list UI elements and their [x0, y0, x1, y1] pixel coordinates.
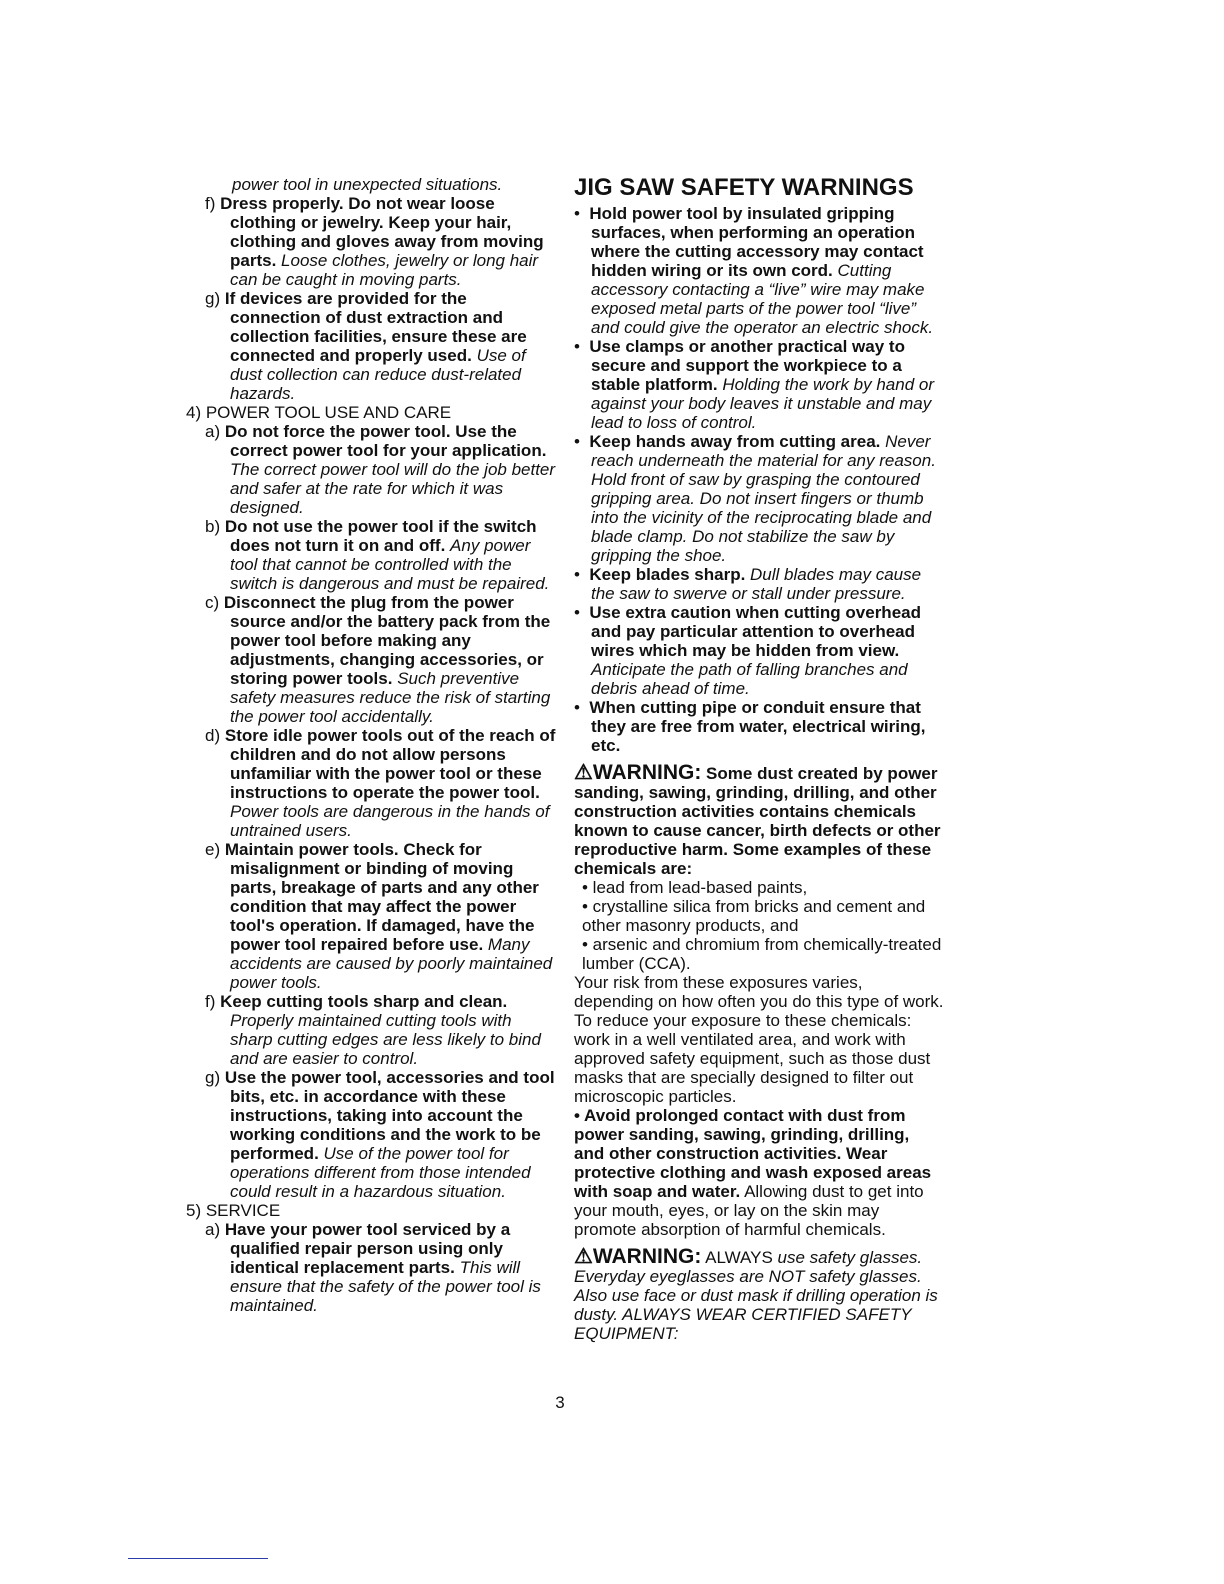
- list-item: • When cutting pipe or conduit ensure that they are free from water, electrical wiring, etc.: [574, 698, 926, 755]
- list-item: g) Use the power tool, accessories and tool bits, etc. in accordance with these instructions, taking into account the working conditions and the work to be performed. Use of the power tool for operations different from those intended could result in a hazardous situation.: [205, 1068, 555, 1201]
- list-item: e) Maintain power tools. Check for misalignment or binding of moving parts, breakage of parts and any other condition that may affect the power tool's operation. If damaged, have the power tool repaired before use. Many accidents are caused by poorly maintained power tools.: [205, 840, 553, 992]
- list-item: • Use extra caution when cutting overhead and pay particular attention to overhead wires which may be hidden from view. Anticipate the path of falling branches and debris ahead of time.: [574, 603, 921, 698]
- list-item: a) Have your power tool serviced by a qualified repair person using only identical replacement parts. This will ensure that the safety of the power tool is maintained.: [205, 1220, 541, 1315]
- list-item: b) Do not use the power tool if the switch does not turn it on and off. Any power tool that cannot be controlled with the switch is dangerous and must be repaired.: [205, 517, 550, 593]
- section-heading: 5) SERVICE: [186, 1201, 281, 1220]
- avoid-paragraph: • Avoid prolonged contact with dust from power sanding, sawing, grinding, drilling, and other construction activities. Wear protective clothing and wash exposed areas with soap and water. Allowing dust to get into your mouth, eyes, or lay on the skin may promote absorption of harmful chemicals.: [574, 1106, 932, 1239]
- warning-block: ⚠WARNING: ALWAYS use safety glasses. Everyday eyeglasses are NOT safety glasses. Also use face or dust mask if drilling operation is dusty. ALWAYS WEAR CERTIFIED SAFETY EQUIPMENT:: [574, 1245, 938, 1343]
- footer-rule: [128, 1558, 268, 1559]
- right-column: [574, 175, 944, 1343]
- warning-label: ⚠WARNING:: [574, 1245, 702, 1268]
- list-item: • crystalline silica from bricks and cement and other masonry products, and: [582, 897, 926, 935]
- list-item: g) If devices are provided for the connection of dust extraction and collection facilities, ensure these are connected and properly used. Use of dust collection can reduce dust-related hazards.: [205, 289, 527, 403]
- page-number: 3: [555, 1393, 565, 1412]
- section-heading: 4) POWER TOOL USE AND CARE: [186, 403, 452, 422]
- list-item: a) Do not force the power tool. Use the correct power tool for your application. The correct power tool will do the job better and safer at the rate for which it was designed.: [205, 422, 556, 517]
- list-item: • Keep blades sharp. Dull blades may cause the saw to swerve or stall under pressure.: [574, 565, 922, 603]
- warning-label: ⚠WARNING:: [574, 761, 702, 784]
- continued-text: power tool in unexpected situations.: [232, 175, 503, 194]
- list-item: • lead from lead-based paints,: [582, 878, 808, 897]
- warning-block: ⚠WARNING: Some dust created by power sanding, sawing, grinding, drilling, and other construction activities contains chemicals known to cause cancer, birth defects or other reproductive harm. Some examples of these chemicals are:: [574, 761, 941, 878]
- list-item: • Hold power tool by insulated gripping surfaces, when performing an operation where the cutting accessory may contact hidden wiring or its own cord. Cutting accessory contacting a “live” wire may make exposed metal parts of the power tool “live” and could give the operator an electric shock.: [574, 204, 934, 337]
- list-item: f) Dress properly. Do not wear loose clothing or jewelry. Keep your hair, clothing and gloves away from moving parts. Loose clothes, jewelry or long hair can be caught in moving parts.: [205, 194, 544, 289]
- list-item: • Use clamps or another practical way to secure and support the workpiece to a stable platform. Holding the work by hand or against your body leaves it unstable and may lead to loss of control.: [574, 337, 935, 432]
- left-column: [186, 175, 556, 1315]
- list-item: • Keep hands away from cutting area. Never reach underneath the material for any reason. Hold front of saw by grasping the contoured gripping area. Do not insert fingers or thumb into the vicinity of the reciprocating blade and blade clamp. Do not stabilize the saw by gripping the shoe.: [574, 432, 936, 565]
- list-item: d) Store idle power tools out of the reach of children and do not allow persons unfamiliar with the power tool or these instructions to operate the power tool. Power tools are dangerous in the hands of untrained users.: [205, 726, 556, 840]
- list-item: c) Disconnect the plug from the power source and/or the battery pack from the power tool before making any adjustments, changing accessories, or storing power tools. Such preventive safety measures reduce the risk of starting the power tool accidentally.: [205, 593, 551, 726]
- list-item: f) Keep cutting tools sharp and clean. Properly maintained cutting tools with sharp cutting edges are less likely to bind and are easier to control.: [205, 992, 541, 1068]
- page-title: JIG SAW SAFETY WARNINGS: [574, 174, 914, 201]
- risk-paragraph: Your risk from these exposures varies, depending on how often you do this type of work. To reduce your exposure to these chemicals: work in a well ventilated area, and work with approved safety equipment, such as those dust masks that are specially designed to filter out microscopic particles.: [574, 973, 944, 1106]
- list-item: • arsenic and chromium from chemically-treated lumber (CCA).: [582, 935, 942, 973]
